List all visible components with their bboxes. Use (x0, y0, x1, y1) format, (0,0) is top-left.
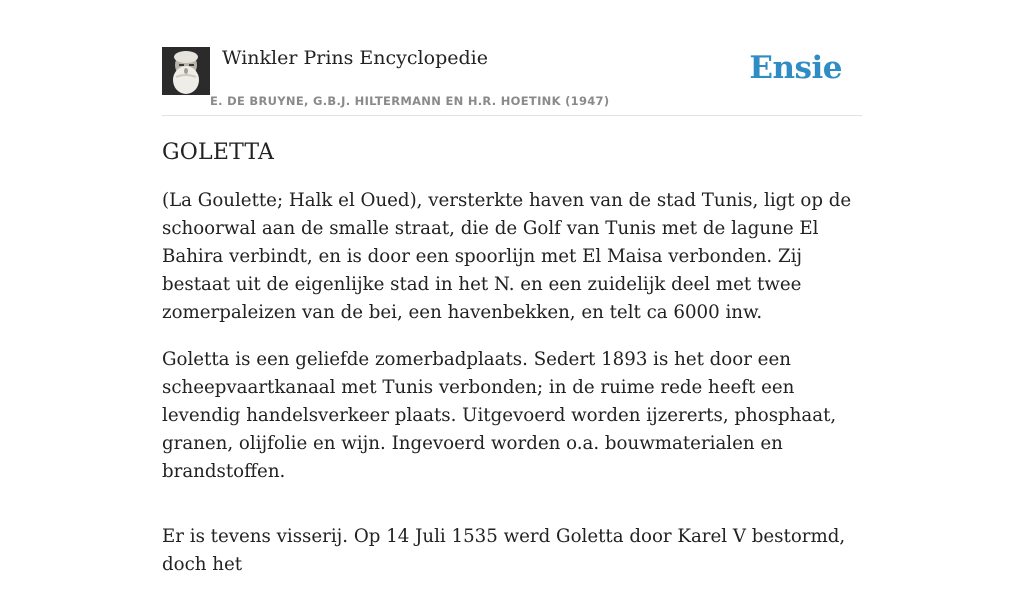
bearded-man-portrait-icon (162, 47, 210, 95)
article (162, 140, 862, 598)
source-header (162, 46, 862, 116)
article-paragraph-3: Er is tevens visserij. Op 14 Juli 1535 werd Goletta door Karel V bestormd, doch het (162, 526, 846, 575)
article-paragraph-2: Goletta is een geliefde zomerbadplaats. Sedert 1893 is het door een scheepvaartkanaal met Tunis verbonden; in de ruime rede heeft een levendig handelsverkeer plaats. Uitgevoerd worden ijzererts, phosphaat, granen, olijfolie en wijn. Ingevoerd worden o.a. bouwmaterialen en brandstoffen. (162, 349, 837, 482)
article-paragraph-1: (La Goulette; Halk el Oued), versterkte haven van de stad Tunis, ligt op de schoorwal aan de smalle straat, die de Golf van Tunis met de lagune El Bahira verbindt, en is door een spoorlijn met El Maisa verbonden. Zij bestaat uit de eigenlijke stad in het N. en een zuidelijk deel met twee zomerpaleizen van de bei, een havenbekken, en telt ca 6000 inw. (162, 190, 852, 323)
source-title[interactable]: Winkler Prins Encyclopedie (222, 47, 488, 69)
brand-logo-link[interactable]: Ensie (749, 50, 842, 86)
source-authors: E. DE BRUYNE, G.B.J. HILTERMANN EN H.R. HOETINK (1947) (210, 94, 610, 108)
article-title: GOLETTA (162, 140, 275, 165)
author-avatar (162, 47, 210, 95)
